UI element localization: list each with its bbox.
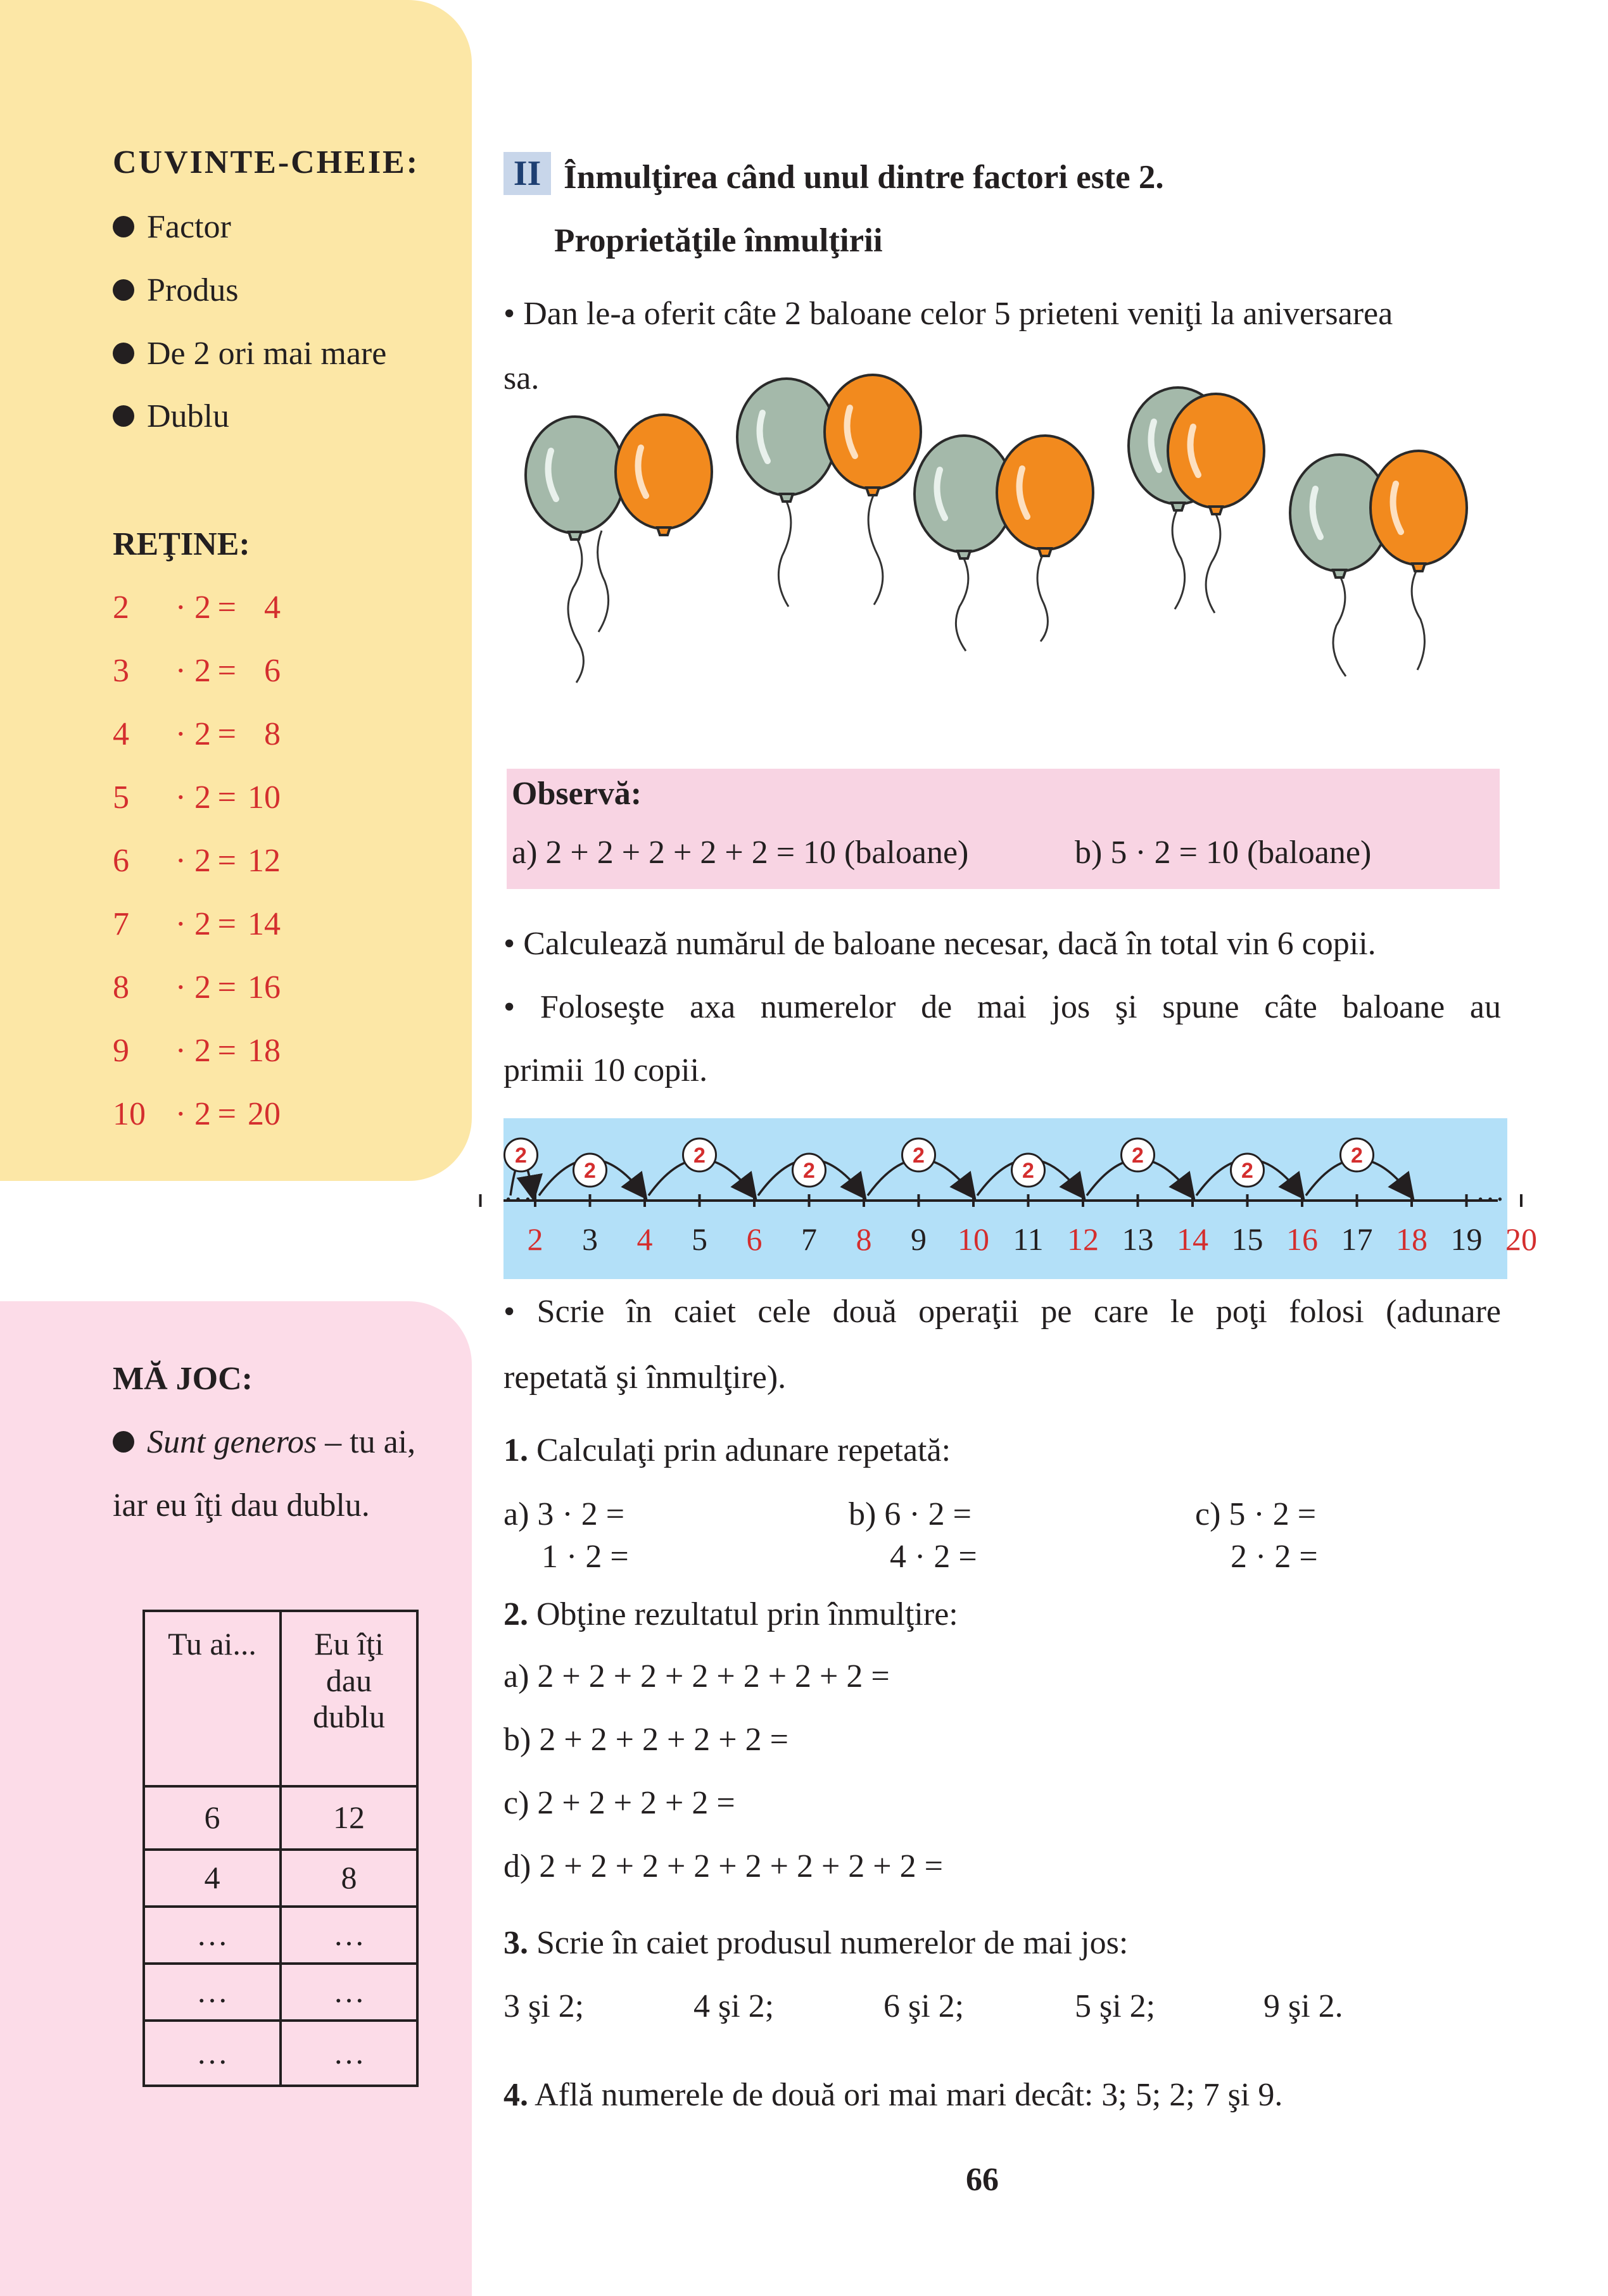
fact-row: 3 · 2 = 6	[113, 653, 281, 689]
table-cell: 6	[144, 1786, 281, 1850]
section-roman-badge: II	[503, 152, 551, 195]
table-cell: …	[144, 2021, 281, 2086]
exercise-1-prompt: 1. Calculaţi prin adunare repetată:	[503, 1432, 951, 1468]
keywords-title: CUVINTE-CHEIE:	[113, 144, 420, 180]
axis-label: 16	[1286, 1221, 1318, 1257]
axis-label: 10	[958, 1221, 989, 1257]
jump-label: 2	[803, 1159, 815, 1183]
keyword-item: Produs	[113, 274, 238, 307]
axis-label: 11	[1013, 1221, 1044, 1257]
axis-label: 18	[1396, 1221, 1428, 1257]
balloon-orange	[1371, 451, 1467, 571]
exercise-3-item: 3 şi 2;	[503, 1988, 585, 2024]
intro-text-line2: sa.	[503, 360, 540, 396]
axis-label: 5	[692, 1221, 707, 1257]
balloon-string	[956, 556, 968, 651]
fact-row: 6 · 2 = 12	[113, 843, 281, 879]
balloon-string	[1172, 508, 1185, 609]
balloon-string	[1037, 553, 1048, 641]
exercise-2-item: c) 2 + 2 + 2 + 2 =	[503, 1785, 735, 1821]
jump-arrows	[505, 1139, 1410, 1195]
question-write-operations: • Scrie în caiet cele două operaţii pe care le poţi folosi (adunare	[503, 1294, 1501, 1330]
question-six-children: • Calculează numărul de baloane necesar, dacă în total vin 6 copii.	[503, 926, 1376, 962]
table-cell: …	[281, 2021, 417, 2086]
balloon-string	[568, 537, 583, 683]
table-cell: 12	[281, 1786, 417, 1850]
table-cell: …	[144, 1907, 281, 1964]
bullet-icon	[113, 405, 134, 427]
jump-label: 2	[1022, 1159, 1034, 1183]
axis-label: 3	[582, 1221, 598, 1257]
keyword-item: De 2 ori mai mare	[113, 337, 386, 370]
table-header-you-have: Tu ai...	[144, 1611, 281, 1786]
number-line	[503, 1118, 1537, 1279]
observe-title: Observă:	[512, 776, 642, 812]
table-header-double: Eu îţi dau dublu	[281, 1611, 417, 1786]
fact-row: 5 · 2 = 10	[113, 779, 281, 816]
bullet-icon	[113, 1431, 134, 1453]
lesson-subtitle: Proprietăţile înmulţirii	[554, 222, 883, 259]
game-text-line2: iar eu îţi dau dublu.	[113, 1487, 370, 1523]
jump-label: 2	[584, 1159, 596, 1183]
question-write-operations-line2: repetată şi înmulţire).	[503, 1359, 787, 1396]
exercise-4-prompt: 4. Află numerele de două ori mai mari decât: 3; 5; 2; 7 şi 9.	[503, 2077, 1283, 2113]
balloon-green	[737, 379, 836, 501]
exercise-3-item: 4 şi 2;	[693, 1988, 775, 2024]
double-table	[142, 1610, 419, 2087]
fact-row: 8 · 2 = 16	[113, 969, 281, 1006]
number-line-svg	[503, 1118, 1537, 1279]
balloon-orange	[616, 415, 712, 535]
question-number-line: • Foloseşte axa numerelor de mai jos şi spune câte baloane au	[503, 989, 1501, 1025]
jump-label: 2	[1241, 1159, 1253, 1183]
exercise-1-b1: b) 6 · 2 =	[849, 1496, 972, 1532]
balloons-illustration	[507, 374, 1520, 716]
axis-label: 19	[1450, 1221, 1483, 1257]
exercise-1-a2: 1 · 2 =	[541, 1539, 629, 1575]
balloon-string	[598, 531, 609, 632]
fact-row: 9 · 2 = 18	[113, 1033, 281, 1069]
bullet-icon	[113, 343, 134, 364]
axis-label: 13	[1122, 1221, 1154, 1257]
balloon-string	[1206, 512, 1220, 613]
question-number-line-line2: primii 10 copii.	[503, 1052, 708, 1088]
axis-labels	[528, 1221, 1538, 1257]
axis-dots-left: …	[503, 1175, 533, 1207]
fact-row: 7 · 2 = 14	[113, 906, 281, 942]
axis-label: 9	[911, 1221, 927, 1257]
axis-label: 17	[1341, 1221, 1373, 1257]
exercise-2-item: b) 2 + 2 + 2 + 2 + 2 =	[503, 1722, 788, 1758]
axis-label: 12	[1067, 1221, 1099, 1257]
observe-a: a) 2 + 2 + 2 + 2 + 2 = 10 (baloane)	[512, 835, 969, 871]
remember-title: REŢINE:	[113, 526, 250, 562]
exercise-3-item: 9 şi 2.	[1263, 1988, 1343, 2024]
axis-label: 7	[801, 1221, 817, 1257]
exercise-1-b2: 4 · 2 =	[890, 1539, 977, 1575]
keyword-item: Dublu	[113, 400, 229, 433]
exercise-2-item: d) 2 + 2 + 2 + 2 + 2 + 2 + 2 + 2 =	[503, 1848, 943, 1884]
fact-row: 4 · 2 = 8	[113, 716, 281, 752]
lesson-title: Înmulţirea când unul dintre factori este 2.	[564, 159, 1164, 196]
page-number: 66	[966, 2162, 999, 2198]
exercise-2-item: a) 2 + 2 + 2 + 2 + 2 + 2 + 2 =	[503, 1658, 890, 1694]
axis-label: 15	[1231, 1221, 1263, 1257]
bullet-icon	[113, 216, 134, 237]
exercise-3-item: 6 şi 2;	[883, 1988, 965, 2024]
jump-label: 2	[1351, 1144, 1363, 1168]
keyword-item: Factor	[113, 211, 231, 244]
axis-label: 8	[856, 1221, 872, 1257]
table-cell: 8	[281, 1850, 417, 1907]
balloon-string	[1412, 569, 1424, 670]
jump-label: 2	[693, 1144, 706, 1168]
jump-label: 2	[515, 1144, 527, 1168]
axis-label: 4	[636, 1221, 653, 1257]
balloon-orange	[825, 375, 921, 495]
exercise-1-c2: 2 · 2 =	[1231, 1539, 1318, 1575]
exercise-1-c1: c) 5 · 2 =	[1195, 1496, 1317, 1532]
observe-b: b) 5 · 2 = 10 (baloane)	[1075, 835, 1372, 871]
table-cell: 4	[144, 1850, 281, 1907]
axis-label: 20	[1505, 1221, 1537, 1257]
axis-label: 14	[1177, 1221, 1208, 1257]
exercise-3-prompt: 3. Scrie în caiet produsul numerelor de mai jos:	[503, 1925, 1129, 1961]
observe-box	[507, 769, 1500, 889]
balloon-string	[778, 499, 791, 607]
table-cell: …	[144, 1964, 281, 2021]
axis-label: 2	[527, 1221, 543, 1257]
balloon-green	[526, 417, 624, 539]
balloon-string	[868, 494, 883, 605]
exercise-3-item: 5 şi 2;	[1075, 1988, 1156, 2024]
axis-label: 6	[746, 1221, 763, 1257]
balloon-orange	[997, 436, 1093, 556]
exercise-2-prompt: 2. Obţine rezultatul prin înmulţire:	[503, 1596, 958, 1632]
table-cell: …	[281, 1964, 417, 2021]
jump-label: 2	[1132, 1144, 1144, 1168]
exercise-1-a1: a) 3 · 2 =	[503, 1496, 625, 1532]
game-text: Sunt generos – tu ai,	[113, 1426, 415, 1459]
jump-label: 2	[913, 1144, 925, 1168]
axis-dots-right: …	[1476, 1175, 1505, 1207]
fact-row: 2 · 2 = 4	[113, 590, 281, 626]
balloon-string	[1333, 575, 1346, 676]
bullet-icon	[113, 279, 134, 301]
intro-text: • Dan le-a oferit câte 2 baloane celor 5 prieteni veniţi la aniversarea	[503, 296, 1393, 332]
game-title: MĂ JOC:	[113, 1361, 253, 1397]
table-cell: …	[281, 1907, 417, 1964]
fact-row: 10 · 2 = 20	[113, 1096, 281, 1132]
